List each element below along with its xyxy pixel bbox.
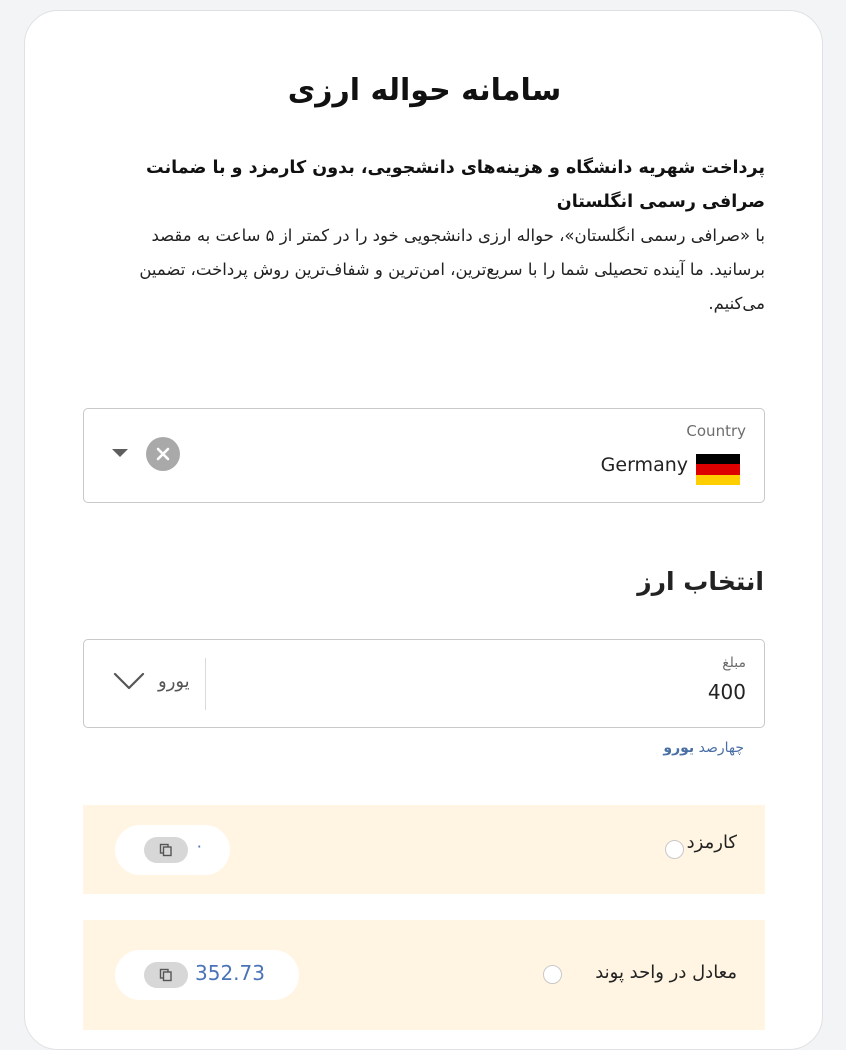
clear-icon[interactable]	[146, 437, 180, 471]
field-divider	[205, 658, 206, 710]
currency-select[interactable]: یورو	[158, 671, 190, 692]
gbp-equivalent-radio[interactable]	[543, 965, 562, 984]
gbp-value-pill	[115, 950, 299, 1000]
country-value: Germany	[600, 454, 688, 476]
amount-input[interactable]: 400	[707, 680, 746, 704]
amount-label: مبلغ	[722, 655, 746, 671]
transfer-card	[24, 10, 823, 1050]
gbp-equivalent-label: معادل در واحد پوند	[595, 962, 737, 983]
flag-stripe-black	[696, 454, 740, 464]
amount-field[interactable]	[83, 639, 765, 728]
intro-section	[105, 151, 765, 321]
amount-in-words	[663, 740, 744, 756]
flag-stripe-gold	[696, 475, 740, 485]
gbp-equivalent-value: 352.73	[195, 961, 265, 985]
currency-section-title: انتخاب ارز	[637, 567, 764, 596]
amount-words-currency: یورو	[663, 740, 695, 756]
intro-headline: پرداخت شهریه دانشگاه و هزینه‌های دانشجویی، بدون کارمزد و با ضمانت صرافی رسمی انگلستان	[146, 158, 765, 212]
copy-icon[interactable]	[144, 837, 188, 863]
country-select[interactable]	[83, 408, 765, 503]
germany-flag-icon	[696, 454, 740, 485]
flag-stripe-red	[696, 464, 740, 474]
fee-label: کارمزد	[686, 832, 737, 853]
fee-value: ۰	[195, 836, 204, 855]
gbp-equivalent-row	[83, 920, 765, 1030]
fee-radio[interactable]	[665, 840, 684, 859]
caret-down-icon[interactable]	[112, 449, 128, 457]
page-title: سامانه حواله ارزی	[287, 73, 562, 108]
fee-value-pill	[115, 825, 230, 875]
country-label: Country	[686, 422, 746, 440]
intro-description: با «صرافی رسمی انگلستان»، حواله ارزی دانشجویی خود را در کمتر از ۵ ساعت به مقصد برسانید. ما آینده تحصیلی شما را با سریع‌ترین، امن‌ترین و شفاف‌ترین روش پرداخت، تضمین می‌کنیم.	[139, 226, 765, 313]
chevron-down-icon[interactable]	[112, 670, 146, 696]
amount-words-number: چهارصد	[698, 740, 744, 756]
fee-row	[83, 805, 765, 894]
copy-icon[interactable]	[144, 962, 188, 988]
